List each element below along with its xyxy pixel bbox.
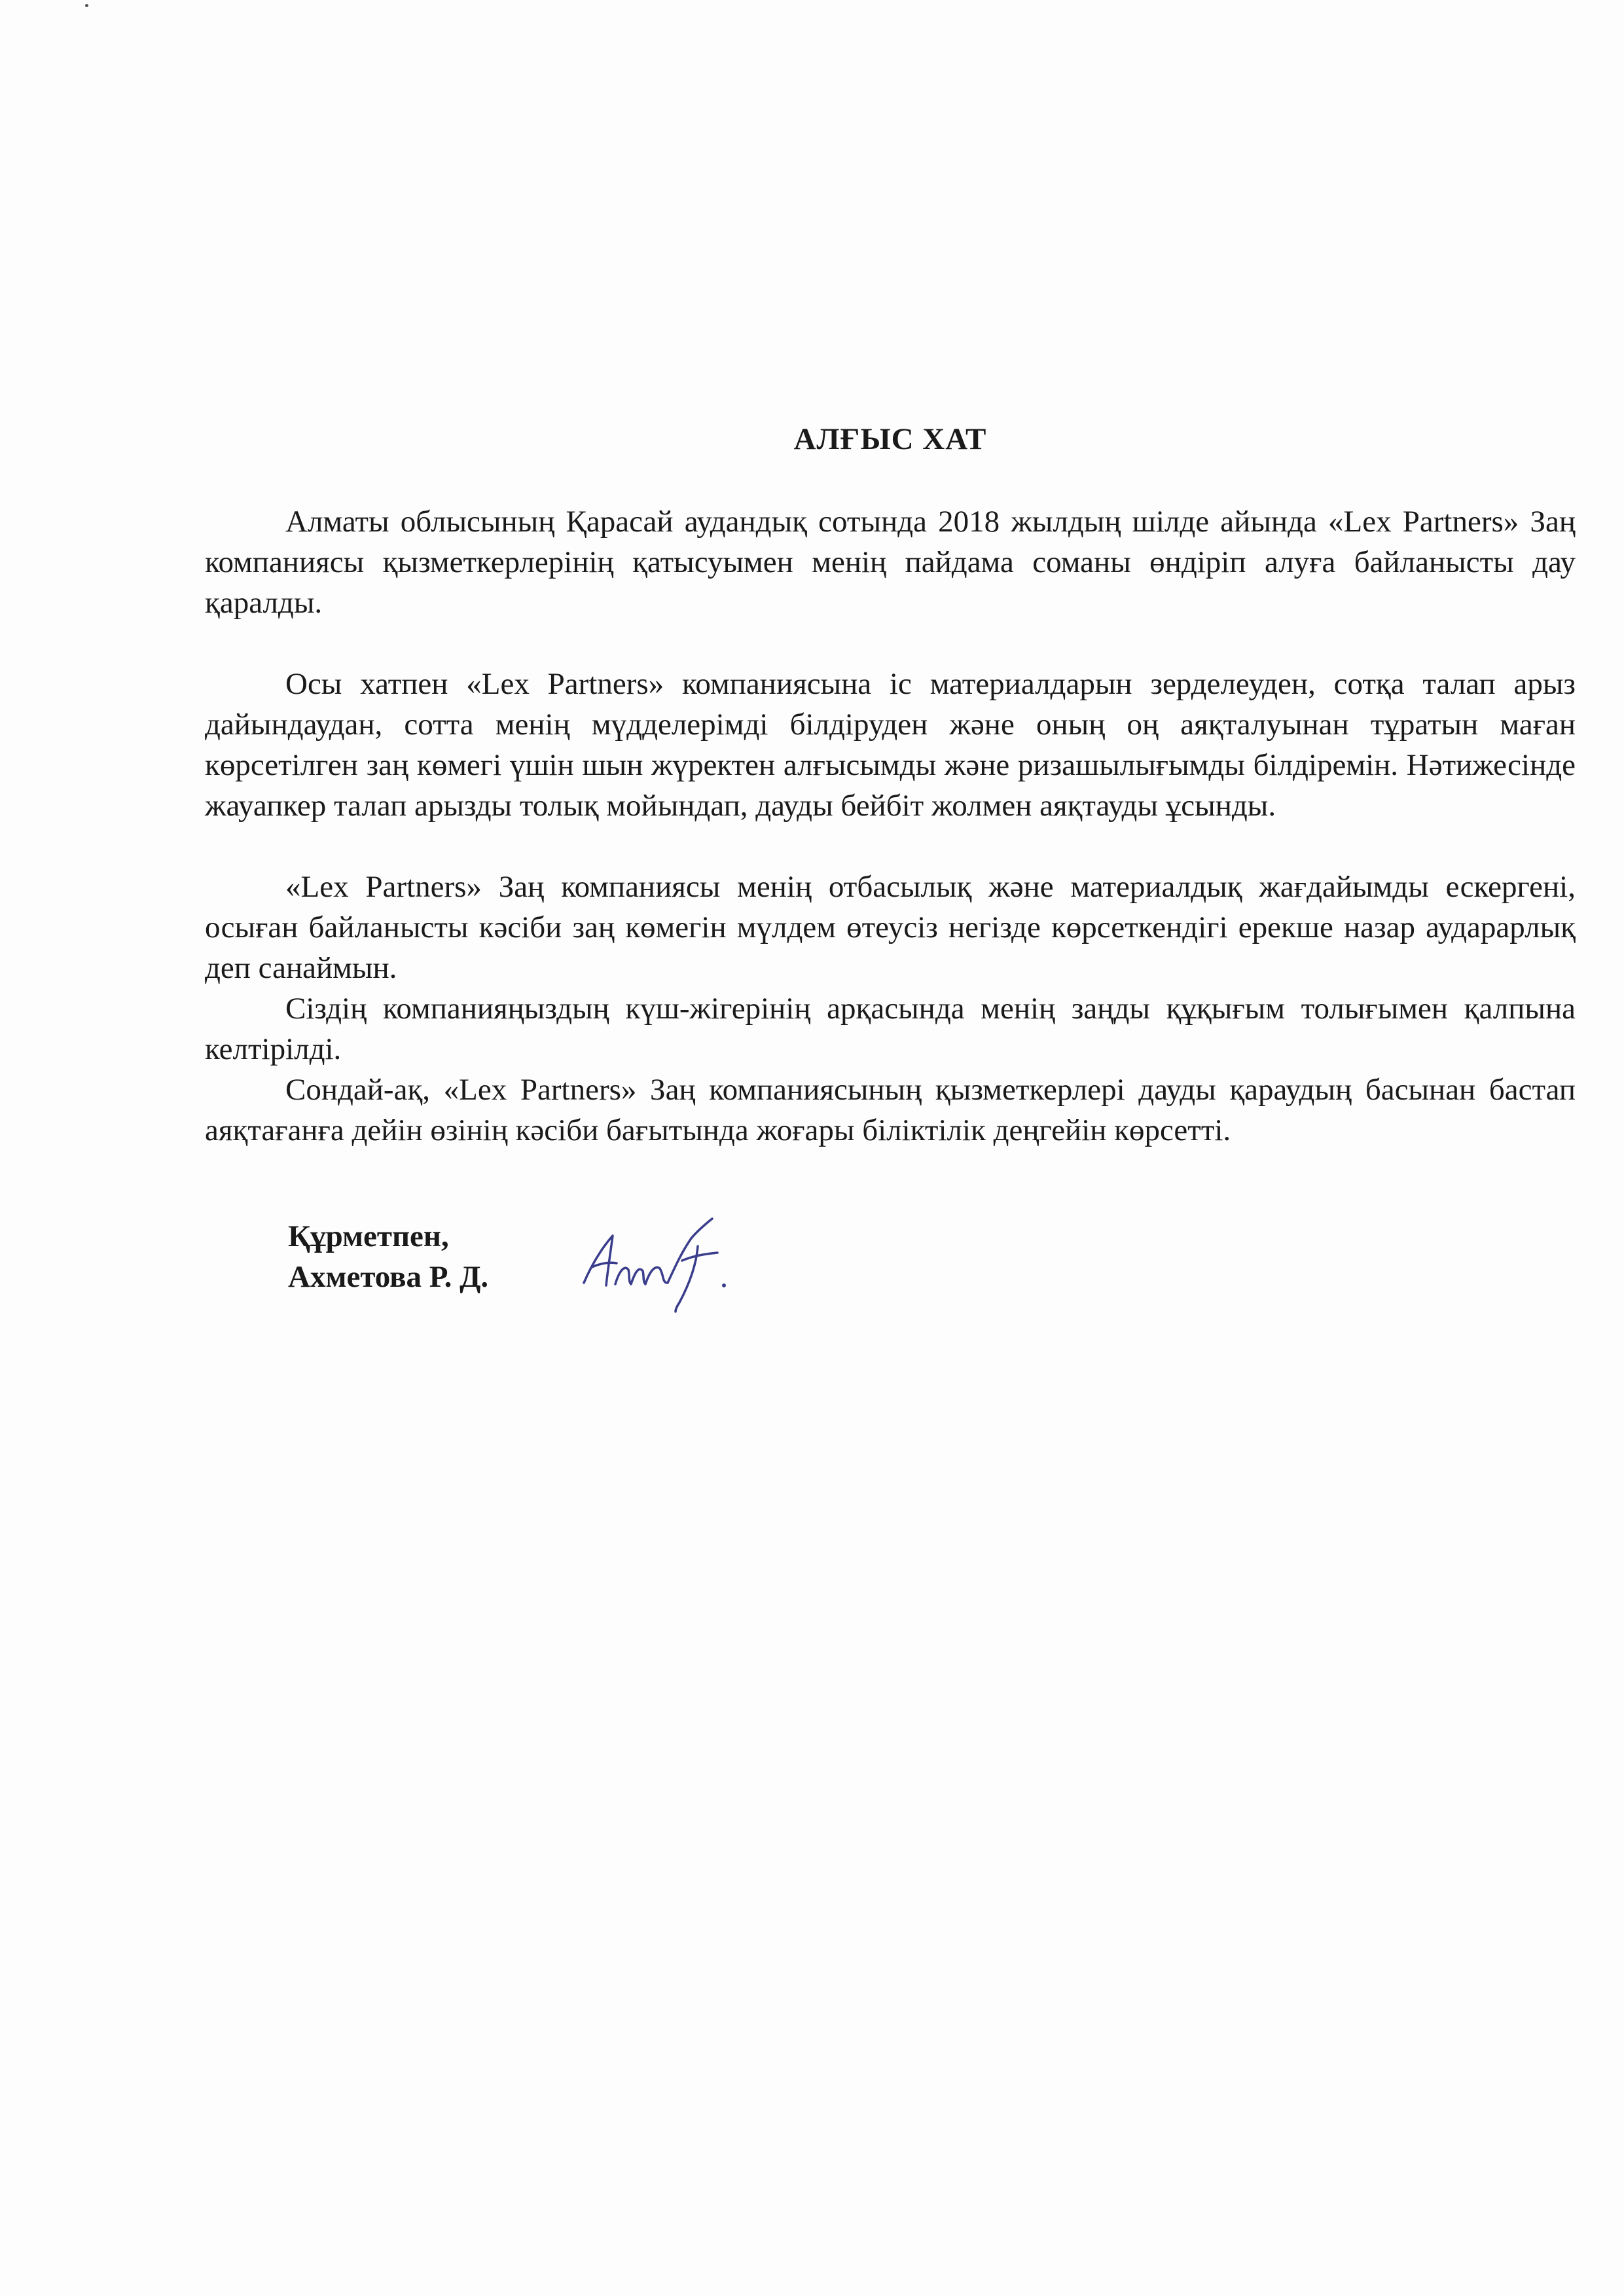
letter-title: АЛҒЫС ХАТ bbox=[793, 422, 987, 456]
scan-dot bbox=[85, 4, 88, 7]
paragraph-2: Осы хатпен «Lex Partners» компаниясына іс материалдарын зерделеуден, сотқа талап арыз дайындаудан, сотта менің мүдделерімді білдіруден және оның оң аяқталуынан тұратын маған көрсетілген заң көмегі үшін шын жүректен алғысымды және ризашылығымды білдіремін. Нәтижесінде жауапкер талап арызды толық мойындап, дауды бейбіт жолмен аяқтауды ұсынды. bbox=[205, 667, 1576, 823]
signer-name: Ахметова Р. Д. bbox=[288, 1260, 489, 1294]
paragraph-1: Алматы облысының Қарасай аудандық сотында 2018 жылдың шілде айында «Lex Partners» Заң компаниясы қызметкерлерінің қатысуымен менің пайдама соманы өндіріп алуға байланысты дау қаралды. bbox=[205, 505, 1576, 620]
closing-block bbox=[288, 1216, 488, 1297]
paragraph-5: Сондай-ақ, «Lex Partners» Заң компаниясының қызметкерлері дауды қараудың басынан бастап аяқтағанға дейін өзінің кәсіби бағытында жоғары біліктілік деңгейін көрсетті. bbox=[205, 1073, 1576, 1147]
closing-salutation: Құрметпен, bbox=[288, 1219, 449, 1253]
handwritten-signature-icon bbox=[569, 1204, 740, 1316]
paragraph-3: «Lex Partners» Заң компаниясы менің отбасылық және материалдық жағдайымды ескергені, осыған байланысты кәсіби заң көмегін мүлдем өтеусіз негізде көрсеткендігі ерекше назар аударарлық деп санаймын. bbox=[205, 870, 1576, 985]
letter-body bbox=[205, 419, 1576, 1151]
paragraph-4: Сіздің компанияңыздың күш-жігерінің арқасында менің заңды құқығым толығымен қалпына келтірілді. bbox=[205, 992, 1576, 1066]
signature-dot bbox=[722, 1283, 726, 1287]
